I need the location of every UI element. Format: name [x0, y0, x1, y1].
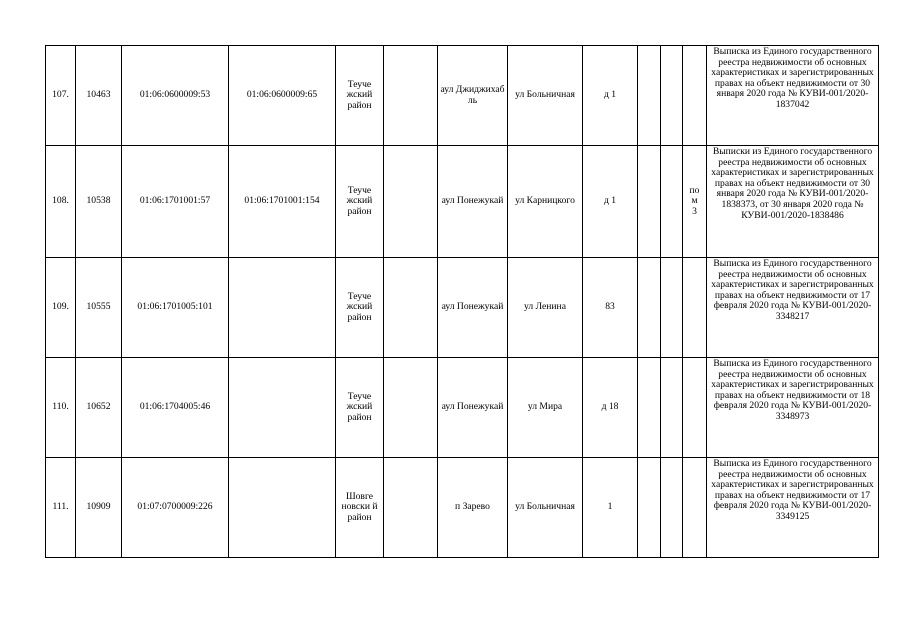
settlement: аул Джиджихаб ль: [438, 46, 508, 146]
table-row: [46, 458, 879, 558]
street: ул Мира: [508, 358, 583, 458]
house: д 1: [583, 46, 638, 146]
empty-cell: [661, 258, 683, 358]
settlement: аул Понежукай: [438, 146, 508, 258]
table-row: [46, 358, 879, 458]
cadastral-object: 01:06:0600009:65: [229, 46, 336, 146]
settlement: п Зарево: [438, 458, 508, 558]
source-document: Выписка из Единого государственного реестра недвижимости об основных характеристиках и зарегистрированных правах на объект недвижимости от 17 февраля 2020 года № КУВИ-001/2020-3348217: [707, 258, 879, 358]
empty-cell: [384, 146, 438, 258]
row-number: 110.: [46, 358, 76, 458]
district: Шовге новски й район: [336, 458, 384, 558]
object-id: 10463: [76, 46, 122, 146]
empty-cell: [638, 146, 661, 258]
empty-cell: [638, 258, 661, 358]
premise: [683, 46, 707, 146]
premise: [683, 258, 707, 358]
source-document: Выписка из Единого государственного реестра недвижимости об основных характеристиках и зарегистрированных правах на объект недвижимости от 18 февраля 2020 года № КУВИ-001/2020-3348973: [707, 358, 879, 458]
row-number: 108.: [46, 146, 76, 258]
empty-cell: [661, 358, 683, 458]
premise: по м 3: [683, 146, 707, 258]
cadastral-parcel: 01:06:1704005:46: [122, 358, 229, 458]
empty-cell: [638, 458, 661, 558]
source-document: Выписка из Единого государственного реестра недвижимости об основных характеристиках и зарегистрированных правах на объект недвижимости от 30 января 2020 года № КУВИ-001/2020-1837042: [707, 46, 879, 146]
street: ул Больничная: [508, 46, 583, 146]
row-number: 109.: [46, 258, 76, 358]
cadastral-object: [229, 358, 336, 458]
settlement: аул Понежукай: [438, 258, 508, 358]
empty-cell: [384, 458, 438, 558]
table-row: [46, 258, 879, 358]
street: ул Ленина: [508, 258, 583, 358]
district: Теуче жский район: [336, 46, 384, 146]
house: д 1: [583, 146, 638, 258]
premise: [683, 458, 707, 558]
house: д 18: [583, 358, 638, 458]
district: Теуче жский район: [336, 258, 384, 358]
cadastral-parcel: 01:06:1701005:101: [122, 258, 229, 358]
cadastral-parcel: 01:06:0600009:53: [122, 46, 229, 146]
street: ул Больничная: [508, 458, 583, 558]
district: Теуче жский район: [336, 146, 384, 258]
empty-cell: [384, 258, 438, 358]
registry-table: [45, 45, 879, 558]
settlement: аул Понежукай: [438, 358, 508, 458]
object-id: 10538: [76, 146, 122, 258]
cadastral-object: [229, 458, 336, 558]
house: 1: [583, 458, 638, 558]
source-document: Выписка из Единого государственного реестра недвижимости об основных характеристиках и зарегистрированных правах на объект недвижимости от 17 февраля 2020 года № КУВИ-001/2020-3349125: [707, 458, 879, 558]
empty-cell: [384, 358, 438, 458]
empty-cell: [661, 46, 683, 146]
object-id: 10652: [76, 358, 122, 458]
cadastral-object: [229, 258, 336, 358]
empty-cell: [661, 146, 683, 258]
cadastral-parcel: 01:07:0700009:226: [122, 458, 229, 558]
table-row: [46, 146, 879, 258]
cadastral-parcel: 01:06:1701001:57: [122, 146, 229, 258]
table-row: [46, 46, 879, 146]
object-id: 10909: [76, 458, 122, 558]
district: Теуче жский район: [336, 358, 384, 458]
source-document: Выписки из Единого государственного реестра недвижимости об основных характеристиках и зарегистрированных правах на объект недвижимости от 30 января 2020 года № КУВИ-001/2020-1838373, от 30 января 2020 года № КУВИ-001/2020-1838486: [707, 146, 879, 258]
empty-cell: [661, 458, 683, 558]
row-number: 111.: [46, 458, 76, 558]
empty-cell: [638, 358, 661, 458]
row-number: 107.: [46, 46, 76, 146]
object-id: 10555: [76, 258, 122, 358]
empty-cell: [638, 46, 661, 146]
street: ул Карницкого: [508, 146, 583, 258]
premise: [683, 358, 707, 458]
cadastral-object: 01:06:1701001:154: [229, 146, 336, 258]
house: 83: [583, 258, 638, 358]
empty-cell: [384, 46, 438, 146]
